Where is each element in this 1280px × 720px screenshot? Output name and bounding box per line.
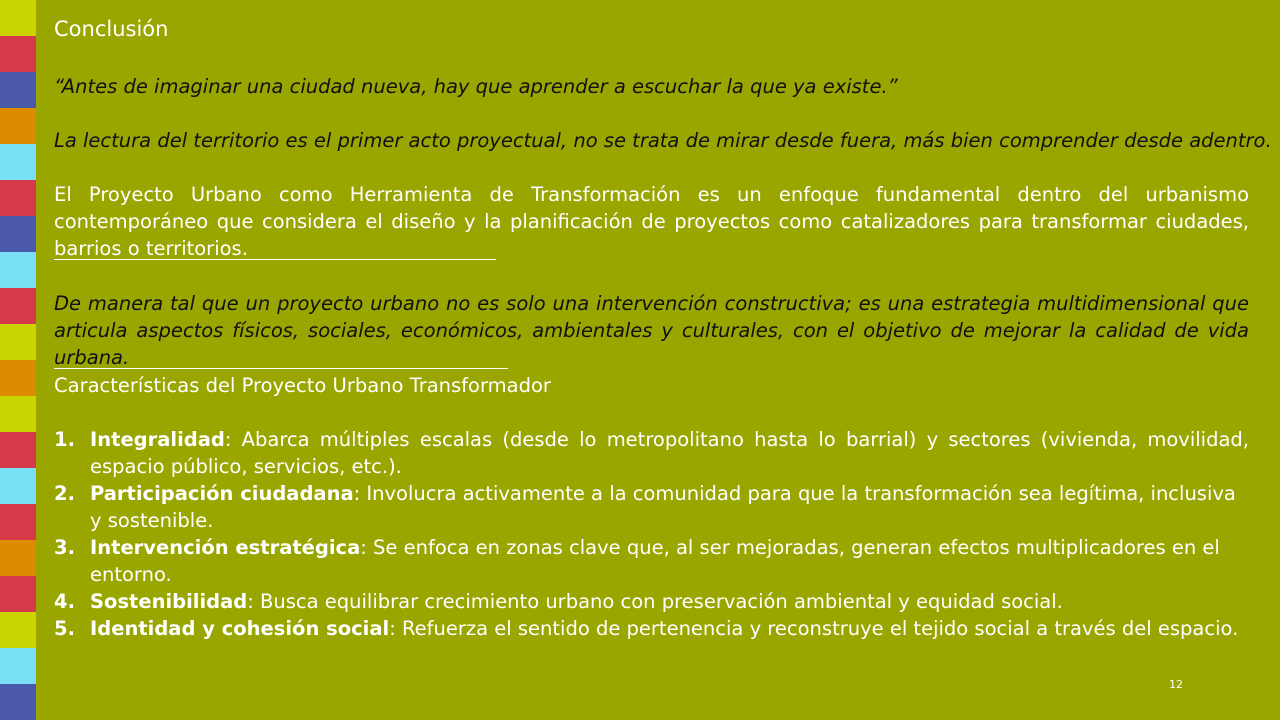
- item-number: 1.: [54, 428, 75, 451]
- intro-paragraph: El Proyecto Urbano como Herramienta de Transformación es un enfoque fundamental dentro del urbanismo contemporáneo que considera el diseño y la planificación de proyectos como catalizadores para transformar ciudades, barrios o territorios.: [54, 183, 1249, 260]
- stripe-square: [0, 396, 36, 432]
- list-item: [54, 588, 1249, 615]
- stripe-square: [0, 576, 36, 612]
- stripe-square: [0, 144, 36, 180]
- stripe-square: [0, 216, 36, 252]
- item-text: : Busca equilibrar crecimiento urbano con preservación ambiental y equidad social.: [247, 590, 1063, 613]
- characteristics-list: [54, 426, 1249, 642]
- divider-line: [54, 368, 508, 369]
- list-item: [54, 615, 1249, 642]
- stripe-square: [0, 0, 36, 36]
- characteristics-heading: Características del Proyecto Urbano Transformador: [54, 374, 551, 397]
- slide-title: Conclusión: [54, 17, 169, 41]
- stripe-square: [0, 540, 36, 576]
- stripe-square: [0, 252, 36, 288]
- list-item: [54, 426, 1249, 480]
- list-item: [54, 534, 1249, 588]
- stripe-square: [0, 468, 36, 504]
- color-stripe: [0, 0, 36, 720]
- stripe-square: [0, 288, 36, 324]
- list-item: [54, 480, 1249, 534]
- divider-line: [54, 259, 496, 260]
- item-title: Integralidad: [90, 428, 225, 451]
- item-title: Sostenibilidad: [90, 590, 248, 613]
- item-text: : Abarca múltiples escalas (desde lo metropolitano hasta lo barrial) y sectores (vivienda, movilidad, espacio público, servicios, etc.).: [90, 428, 1249, 478]
- stripe-square: [0, 108, 36, 144]
- stripe-square: [0, 432, 36, 468]
- item-number: 3.: [54, 536, 75, 559]
- quote-text: “Antes de imaginar una ciudad nueva, hay que aprender a escuchar la que ya existe.”: [54, 75, 898, 98]
- stripe-square: [0, 36, 36, 72]
- stripe-square: [0, 72, 36, 108]
- statement-paragraph: De manera tal que un proyecto urbano no es solo una intervención constructiva; es una estrategia multidimensional que articula aspectos físicos, sociales, económicos, ambientales y culturales, con el objetivo de mejorar la calidad de vida urbana.: [54, 292, 1249, 369]
- item-text: : Refuerza el sentido de pertenencia y reconstruye el tejido social a través del espacio.: [389, 617, 1239, 640]
- stripe-square: [0, 612, 36, 648]
- item-title: Participación ciudadana: [90, 482, 354, 505]
- item-number: 4.: [54, 590, 75, 613]
- item-title: Intervención estratégica: [90, 536, 361, 559]
- item-text: : Se enfoca en zonas clave que, al ser mejoradas, generan efectos multiplicadores en el entorno.: [90, 536, 1220, 586]
- stripe-square: [0, 324, 36, 360]
- item-number: 5.: [54, 617, 75, 640]
- item-title: Identidad y cohesión social: [90, 617, 390, 640]
- page-number: 12: [1169, 678, 1183, 691]
- stripe-square: [0, 504, 36, 540]
- item-text: : Involucra activamente a la comunidad para que la transformación sea legítima, inclusiva y sostenible.: [90, 482, 1236, 532]
- territory-reading-text: La lectura del territorio es el primer acto proyectual, no se trata de mirar desde fuera, más bien comprender desde adentro.: [54, 129, 1272, 152]
- stripe-square: [0, 648, 36, 684]
- item-number: 2.: [54, 482, 75, 505]
- stripe-square: [0, 684, 36, 720]
- stripe-square: [0, 180, 36, 216]
- stripe-square: [0, 360, 36, 396]
